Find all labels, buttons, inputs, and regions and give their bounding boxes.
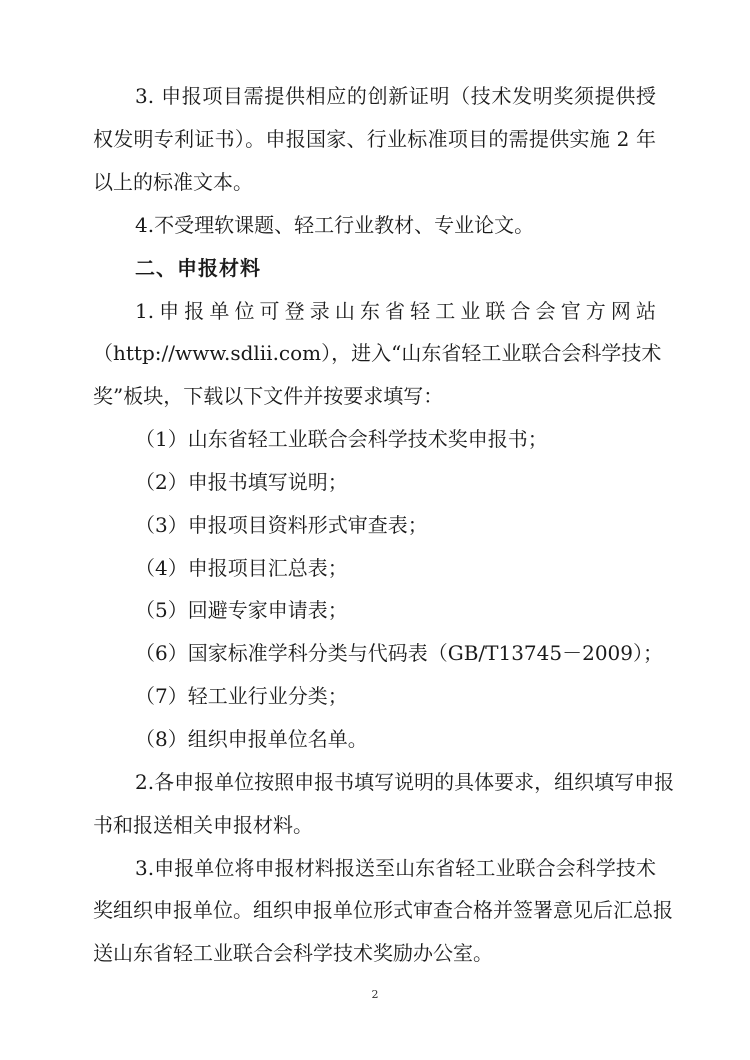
list-item: （2）申报书填写说明；	[135, 470, 348, 494]
paragraph-line: 3. 申报项目需提供相应的创新证明（技术发明奖须提供授	[135, 84, 656, 108]
paragraph-line: 2.各申报单位按照申报书填写说明的具体要求，组织填写申报	[135, 770, 675, 794]
list-item: （6）国家标准学科分类与代码表（GB/T13745－2009）；	[135, 641, 663, 665]
list-item: （1）山东省轻工业联合会科学技术奖申报书；	[135, 427, 548, 451]
paragraph-line: 奖”板块，下载以下文件并按要求填写：	[93, 384, 444, 408]
list-item: （4）申报项目汇总表；	[135, 556, 348, 580]
paragraph-line: 3.申报单位将申报材料报送至山东省轻工业联合会科学技术	[135, 856, 656, 880]
paragraph-line: 1.申报单位可登录山东省轻工业联合会官方网站	[135, 299, 656, 323]
list-item: （7）轻工业行业分类；	[135, 684, 348, 708]
section-heading: 二、申报材料	[135, 256, 261, 280]
paragraph-line: 送山东省轻工业联合会科学技术奖励办公室。	[93, 941, 493, 965]
list-item: （5）回避专家申请表；	[135, 598, 348, 622]
paragraph-line: 奖组织申报单位。组织申报单位形式审查合格并签署意见后汇总报	[93, 898, 673, 922]
list-item: （8）组织申报单位名单。	[135, 727, 368, 751]
paragraph-line: 以上的标准文本。	[93, 170, 253, 194]
paragraph-line: 权发明专利证书）。申报国家、行业标准项目的需提供实施 2 年	[93, 127, 656, 151]
paragraph-line: 书和报送相关申报材料。	[93, 813, 313, 837]
paragraph-line: （http://www.sdlii.com），进入“山东省轻工业联合会科学技术	[93, 341, 662, 365]
list-item: （3）申报项目资料形式审查表；	[135, 513, 428, 537]
page-number: 2	[371, 988, 379, 1001]
paragraph-line: 4.不受理软课题、轻工行业教材、专业论文。	[135, 213, 535, 237]
